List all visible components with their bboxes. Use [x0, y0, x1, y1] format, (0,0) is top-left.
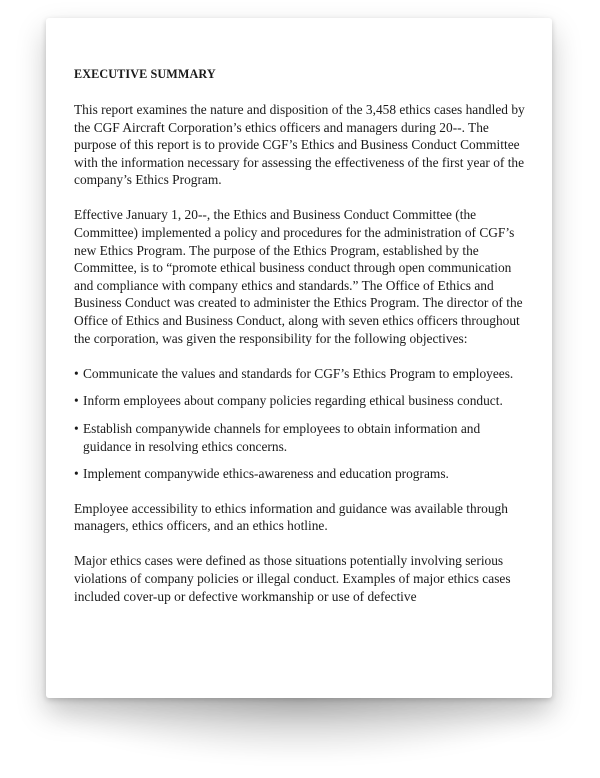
objectives-list	[74, 365, 526, 483]
bullet-icon: •	[74, 466, 79, 482]
list-item-text: Communicate the values and standards for CGF’s Ethics Program to employees.	[83, 365, 514, 381]
paragraph-accessibility: Employee accessibility to ethics information and guidance was available through managers, ethics officers, and an ethics hotline.	[74, 500, 508, 534]
list-item-text: Establish companywide channels for employees to obtain information and guidance in resolving ethics concerns.	[83, 420, 481, 454]
list-item	[74, 465, 526, 483]
section-heading: EXECUTIVE SUMMARY	[74, 67, 216, 81]
list-item	[74, 420, 526, 455]
list-item-text: Implement companywide ethics-awareness and education programs.	[83, 466, 449, 482]
list-item-text: Inform employees about company policies regarding ethical business conduct.	[83, 393, 503, 409]
document-page[interactable]	[46, 18, 552, 698]
bullet-icon: •	[74, 420, 79, 436]
list-item	[74, 392, 526, 410]
paragraph-program: Effective January 1, 20--, the Ethics and Business Conduct Committee (the Committee) implemented a policy and procedures for the administration of CGF’s new Ethics Program. The purpose of the Ethics Program, established by the Committee, is to “promote ethical business conduct through open communication and compliance with company ethics and standards.” The Office of Ethics and Business Conduct was created to administer the Ethics Program. The director of the Office of Ethics and Business Conduct, along with seven ethics officers throughout the corporation, was given the responsibility for the following objectives:	[74, 207, 523, 346]
bullet-icon: •	[74, 365, 79, 381]
bullet-icon: •	[74, 393, 79, 409]
paragraph-intro: This report examines the nature and disposition of the 3,458 ethics cases handled by the CGF Aircraft Corporation’s ethics officers and managers during 20--. The purpose of this report is to provide CGF’s Ethics and Business Conduct Committee with the information necessary for assessing the effectiveness of the first year of the company’s Ethics Program.	[74, 102, 525, 188]
paragraph-major-cases: Major ethics cases were defined as those situations potentially involving serious violations of company policies or illegal conduct. Examples of major ethics cases included cover-up or defective workmanship or use of defective	[74, 553, 511, 604]
list-item	[74, 365, 526, 383]
